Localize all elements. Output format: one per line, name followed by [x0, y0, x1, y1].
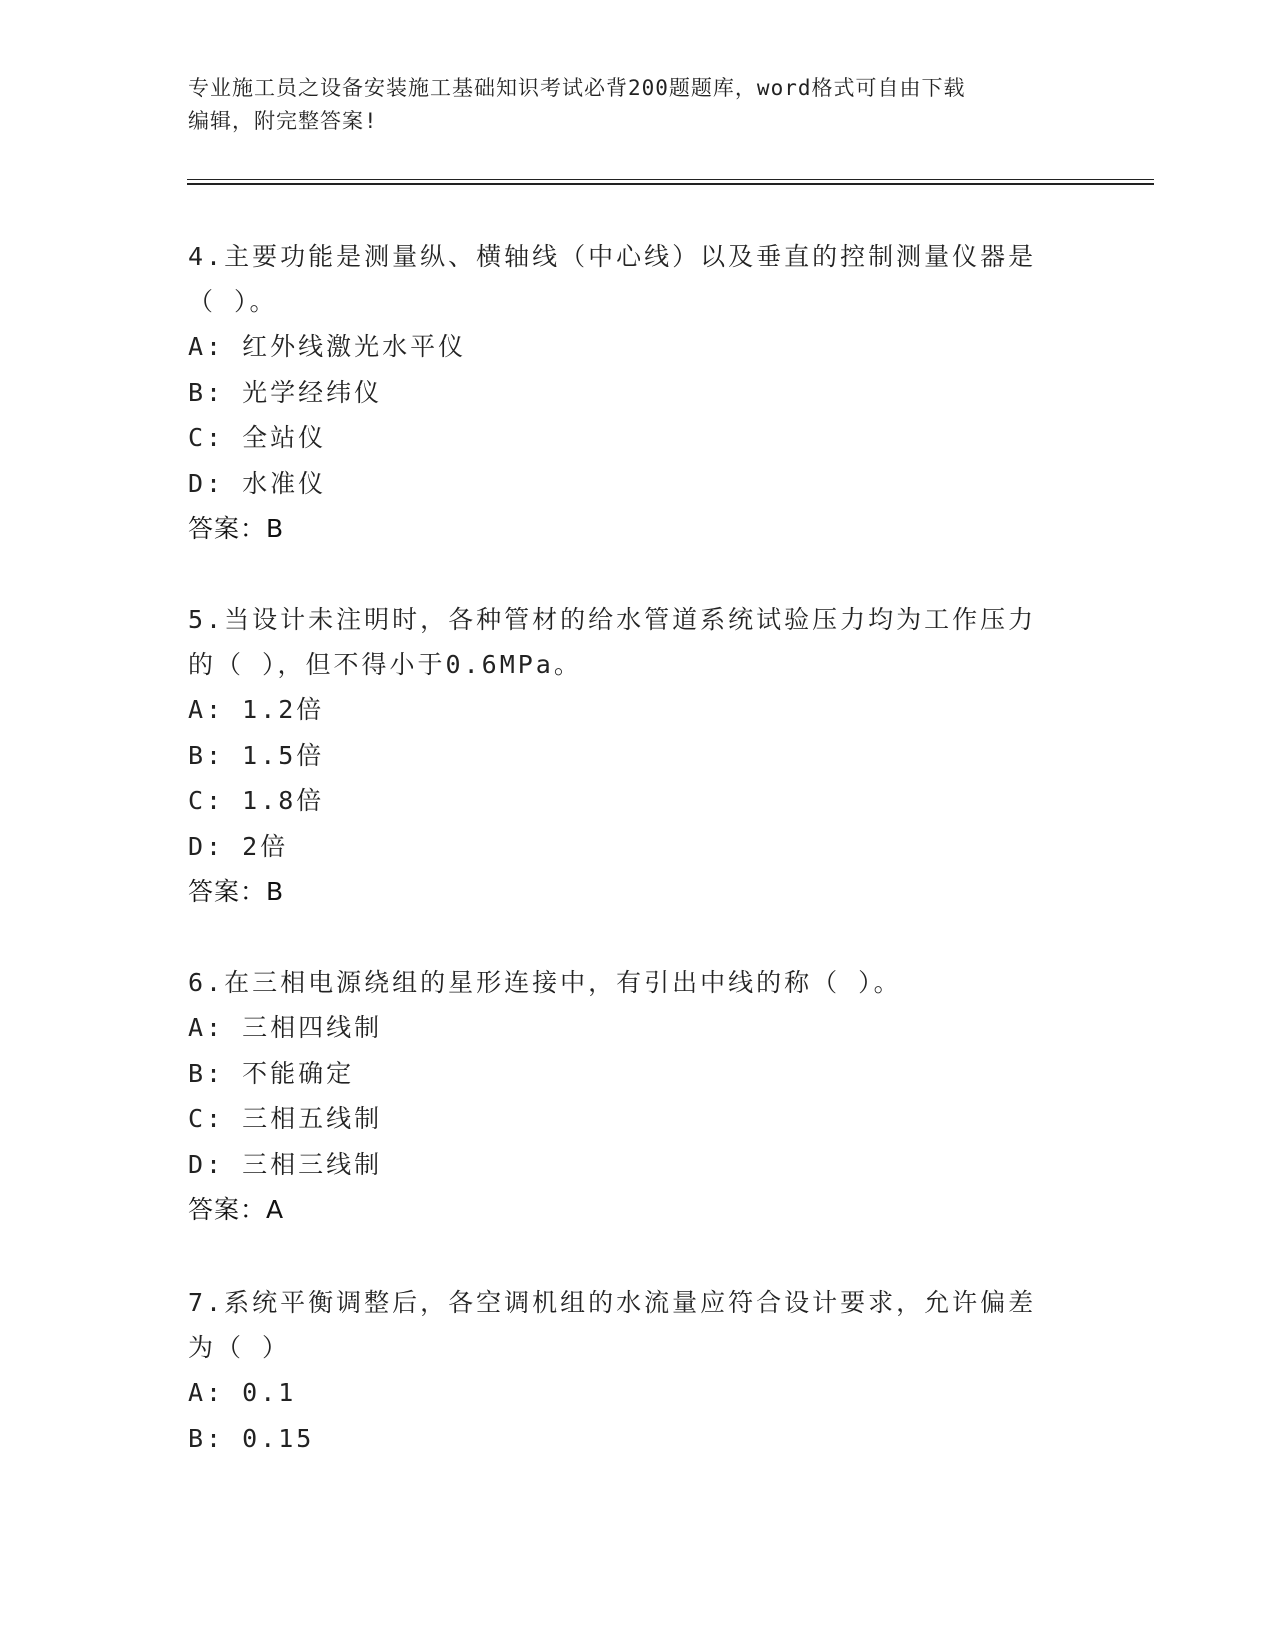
header-divider-thick	[187, 183, 1154, 185]
option-a: A: 1.2倍	[188, 695, 325, 724]
option-b: B: 1.5倍	[188, 740, 325, 770]
option-a: A: 三相四线制	[188, 1013, 383, 1042]
option-b: B: 不能确定	[188, 1058, 355, 1088]
option-c: C: 1.8倍	[188, 786, 325, 815]
answer-label: 答案：B	[188, 514, 285, 543]
option-d: D: 三相三线制	[188, 1149, 383, 1179]
option-c: C: 三相五线制	[188, 1104, 383, 1133]
question-5	[188, 597, 1088, 914]
question-4	[188, 234, 1088, 551]
option-d: D: 水准仪	[188, 468, 327, 498]
question-7	[188, 1280, 1088, 1461]
document-header	[188, 72, 1088, 138]
option-b: B: 0.15	[188, 1423, 315, 1453]
header-divider-thin	[187, 179, 1154, 180]
option-a: A: 红外线激光水平仪	[188, 332, 467, 361]
header-title-line-2: 编辑，附完整答案!	[188, 109, 378, 133]
question-stem-line-1: 6.在三相电源绕组的星形连接中，有引出中线的称（ ）。	[188, 968, 902, 997]
question-stem-line-2: 的（ ），但不得小于0.6MPa。	[188, 650, 582, 679]
question-stem-line-1: 5.当设计未注明时，各种管材的给水管道系统试验压力均为工作压力	[188, 605, 1037, 634]
question-stem-line-1: 7.系统平衡调整后，各空调机组的水流量应符合设计要求，允许偏差	[188, 1288, 1037, 1317]
option-a: A: 0.1	[188, 1378, 297, 1407]
option-c: C: 全站仪	[188, 423, 327, 452]
question-6	[188, 960, 1088, 1232]
question-stem-line-2: 为（ ）	[188, 1333, 291, 1362]
option-b: B: 光学经纬仪	[188, 377, 383, 407]
header-title-line-1: 专业施工员之设备安装施工基础知识考试必背200题题库，word格式可自由下载	[188, 76, 966, 100]
question-stem-line-2: （ ）。	[188, 287, 278, 316]
answer-label: 答案：A	[188, 1195, 285, 1224]
question-stem-line-1: 4.主要功能是测量纵、横轴线（中心线）以及垂直的控制测量仪器是	[188, 242, 1037, 271]
option-d: D: 2倍	[188, 831, 289, 861]
answer-label: 答案：B	[188, 877, 285, 906]
